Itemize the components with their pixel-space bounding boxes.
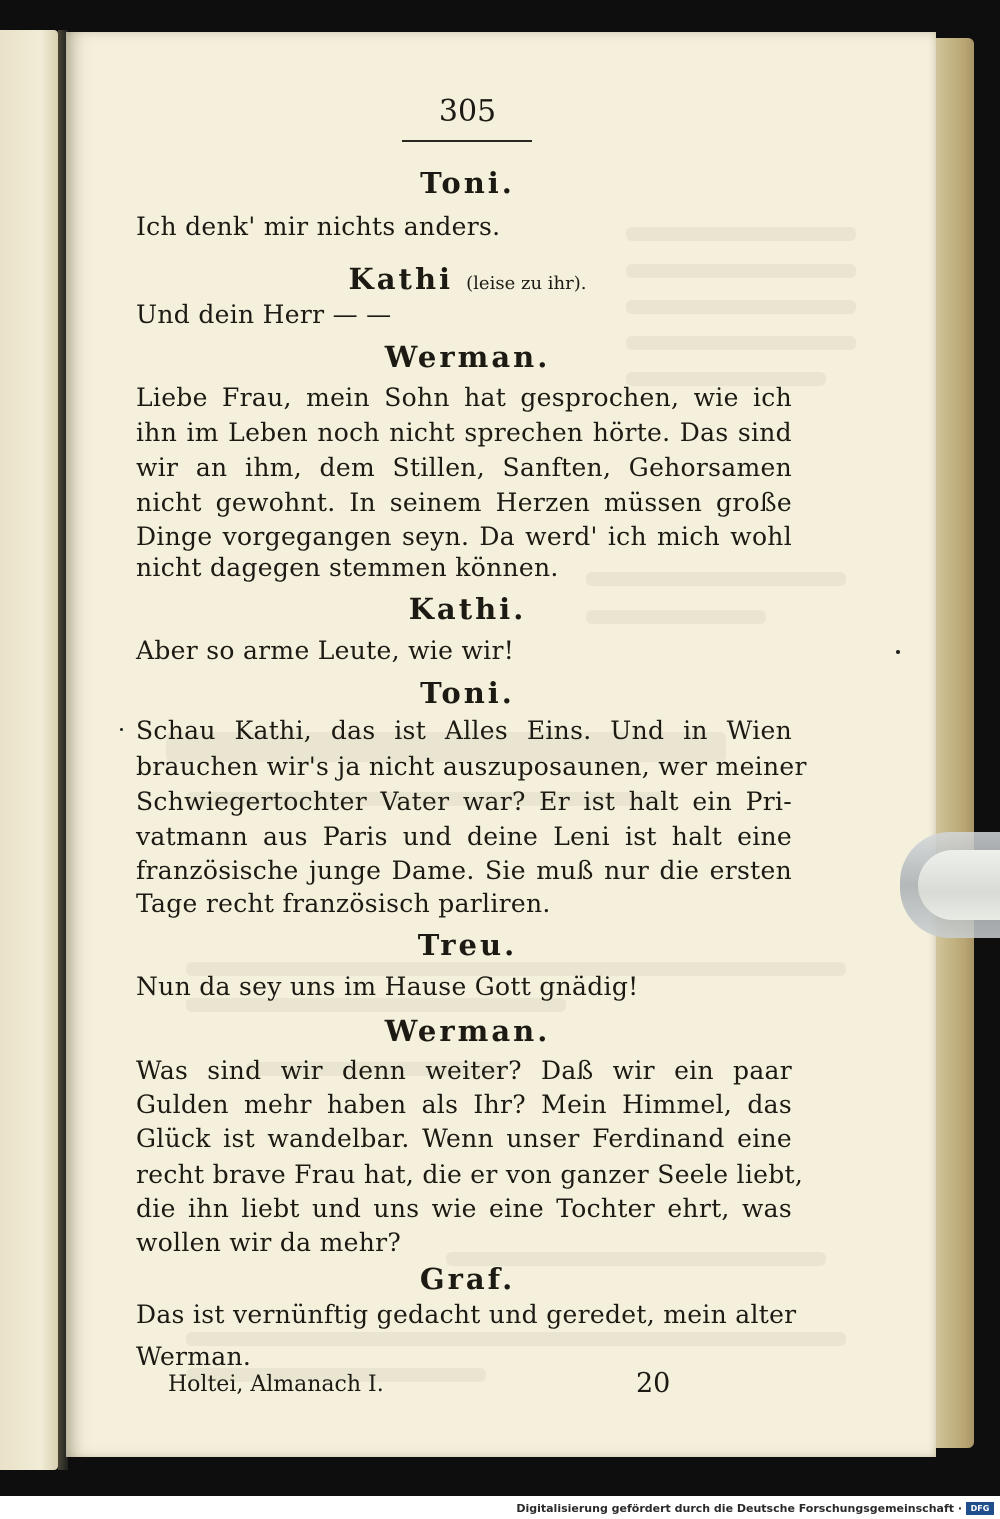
dialogue-line: wir an ihm, dem Stillen, Sanften, Gehorsamen bbox=[136, 453, 792, 482]
dialogue-line: Ich denk' mir nichts anders. bbox=[136, 212, 501, 241]
dialogue-line: Nun da sey uns im Hause Gott gnädig! bbox=[136, 972, 639, 1001]
dialogue-line: Glück ist wandelbar. Wenn unser Ferdinand eine bbox=[136, 1124, 792, 1153]
dialogue-line: französische junge Dame. Sie muß nur die ersten bbox=[136, 856, 792, 885]
dialogue-line: nicht gewohnt. In seinem Herzen müssen große bbox=[136, 488, 792, 517]
speaker-name bbox=[0, 928, 935, 962]
facing-page-edge bbox=[0, 30, 58, 1470]
speaker-name bbox=[0, 676, 935, 710]
dialogue-line: Liebe Frau, mein Sohn hat gesprochen, wie ich bbox=[136, 383, 792, 412]
footer-sheet-number: 20 bbox=[636, 1368, 671, 1399]
dialogue-line: Schwiegertochter Vater war? Er ist halt ein Pri- bbox=[136, 787, 792, 816]
speaker-name bbox=[0, 1014, 935, 1048]
dialogue-line: die ihn liebt und uns wie eine Tochter ehrt, was bbox=[136, 1194, 792, 1223]
speaker-label: Werman. bbox=[384, 1014, 551, 1048]
speaker-label: Toni. bbox=[420, 166, 515, 200]
dialogue-line: Schau Kathi, das ist Alles Eins. Und in Wien bbox=[136, 716, 792, 745]
dialogue-line: recht brave Frau hat, die er von ganzer Seele liebt, bbox=[136, 1160, 804, 1189]
speaker-name bbox=[0, 262, 935, 296]
speaker-label: Graf. bbox=[419, 1262, 516, 1296]
speaker-label: Kathi. bbox=[408, 592, 527, 626]
dfg-logo: DFG bbox=[966, 1502, 994, 1515]
page-clip-highlight bbox=[918, 850, 1000, 920]
speaker-label: Toni. bbox=[420, 676, 515, 710]
dialogue-line: nicht dagegen stemmen können. bbox=[136, 553, 559, 582]
dialogue-line: vatmann aus Paris und deine Leni ist halt eine bbox=[136, 822, 792, 851]
ink-speck bbox=[120, 728, 123, 731]
dialogue-line: wollen wir da mehr? bbox=[136, 1228, 402, 1257]
dialogue-line: Dinge vorgegangen seyn. Da werd' ich mich wohl bbox=[136, 522, 792, 551]
page-number: 305 bbox=[438, 94, 497, 129]
speaker-name bbox=[0, 166, 935, 200]
speaker-name bbox=[0, 592, 935, 626]
dialogue-line: Werman. bbox=[136, 1342, 252, 1371]
page-number-rule bbox=[402, 140, 532, 142]
dialogue-line: ihn im Leben noch nicht sprechen hörte. Das sind bbox=[136, 418, 792, 447]
dialogue-line: Das ist vernünftig gedacht und geredet, mein alter bbox=[136, 1300, 797, 1329]
funding-credit: Digitalisierung gefördert durch die Deutsche Forschungsgemeinschaft · bbox=[516, 1502, 962, 1515]
speaker-label: Werman. bbox=[384, 340, 551, 374]
dialogue-line: brauchen wir's ja nicht auszuposaunen, wer meiner bbox=[136, 752, 807, 781]
dialogue-line: Und dein Herr — — bbox=[136, 300, 392, 329]
dialogue-line: Tage recht französisch parliren. bbox=[136, 889, 551, 918]
stage-direction: (leise zu ihr). bbox=[466, 273, 587, 294]
ink-speck bbox=[896, 650, 900, 654]
dialogue-line: Aber so arme Leute, wie wir! bbox=[136, 636, 515, 665]
speaker-name bbox=[0, 340, 935, 374]
speaker-label: Treu. bbox=[417, 928, 518, 962]
footer-signature: Holtei, Almanach I. bbox=[168, 1372, 384, 1397]
speaker-name bbox=[0, 1262, 935, 1296]
speaker-label: Kathi bbox=[348, 262, 454, 296]
dialogue-line: Was sind wir denn weiter? Daß wir ein paar bbox=[136, 1056, 792, 1085]
dialogue-line: Gulden mehr haben als Ihr? Mein Himmel, das bbox=[136, 1090, 792, 1119]
